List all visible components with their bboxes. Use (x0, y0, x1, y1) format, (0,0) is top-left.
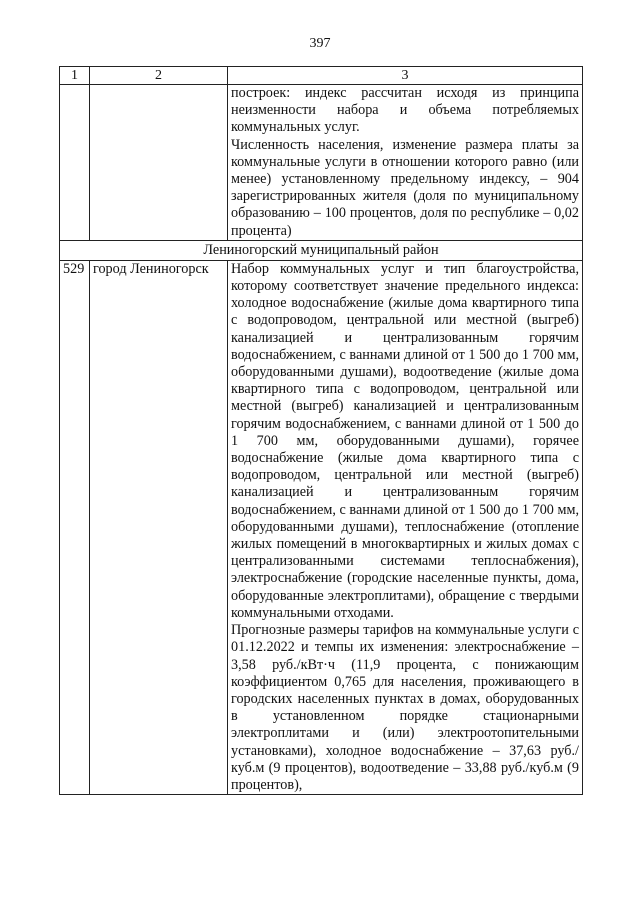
district-heading-row (60, 240, 583, 260)
continued-text-cell (228, 85, 583, 241)
district-heading: Лениногорский муниципальный район (60, 240, 583, 260)
table-header-row (60, 67, 583, 85)
continued-paragraph-1: построек: индекс рассчитан исходя из принципа неизменности набора и объема потребляемых коммунальных услуг. (231, 85, 579, 136)
header-col-2: 2 (90, 67, 228, 85)
header-col-1: 1 (60, 67, 90, 85)
tariffs-paragraph: Прогнозные размеры тарифов на коммунальные услуги с 01.12.2022 и темпы их изменения: электроснабжение – 3,58 руб./кВт·ч (11,9 процента, с понижающим коэффициентом 0,765 для населения, проживающего в городских населенных пунктах в домах, оборудованных в установленном порядке стационарными электроплитами и (или) электроотопительными установками), холодное водоснабжение – 37,63 руб./куб.м (9 процентов), водоотведение – 33,88 руб./куб.м (9 процентов), (231, 622, 579, 793)
row-number: 529 (60, 260, 90, 794)
page-number: 397 (309, 36, 331, 51)
table-row-continued (60, 85, 583, 241)
tariff-table (59, 66, 583, 795)
continued-name-cell (90, 85, 228, 241)
table-row-529 (60, 260, 583, 794)
continued-paragraph-2: Численность населения, изменение размера платы за коммунальные услуги в отношении которого равно (или менее) установленному предельному индексу, – 904 зарегистрированных жителя (доля по муниципальному образованию – 100 процентов, доля по республике – 0,02 процента) (231, 136, 579, 239)
header-col-3: 3 (228, 67, 583, 85)
municipality-name: город Лениногорск (90, 260, 228, 794)
row-529-text-cell (228, 260, 583, 794)
continued-number-cell (60, 85, 90, 241)
services-paragraph: Набор коммунальных услуг и тип благоустройства, которому соответствует значение предельного индекса: холодное водоснабжение (жилые дома квартирного типа с водопроводом, центральной или местной (выгреб) канализацией и централизованным горячим водоснабжением, с ваннами длиной от 1 500 до 1 700 мм, оборудованными душами), водоотведение (жилые дома квартирного типа с водопроводом, центральной или местной (выгреб) канализацией и централизованным горячим водоснабжением, с ваннами длиной от 1 500 до 1 700 мм, оборудованными душами), горячее водоснабжение (жилые дома квартирного типа с водопроводом, центральной или местной (выгреб) канализацией и централизованным горячим водоснабжением, с ваннами длиной от 1 500 до 1 700 мм, оборудованными душами), теплоснабжение (отопление жилых помещений в многоквартирных и жилых домах с централизованными системами теплоснабжения), электроснабжение (городские населенные пункты, дома, оборудованные электроплитами), обращение с твердыми коммунальными отходами. (231, 260, 579, 621)
